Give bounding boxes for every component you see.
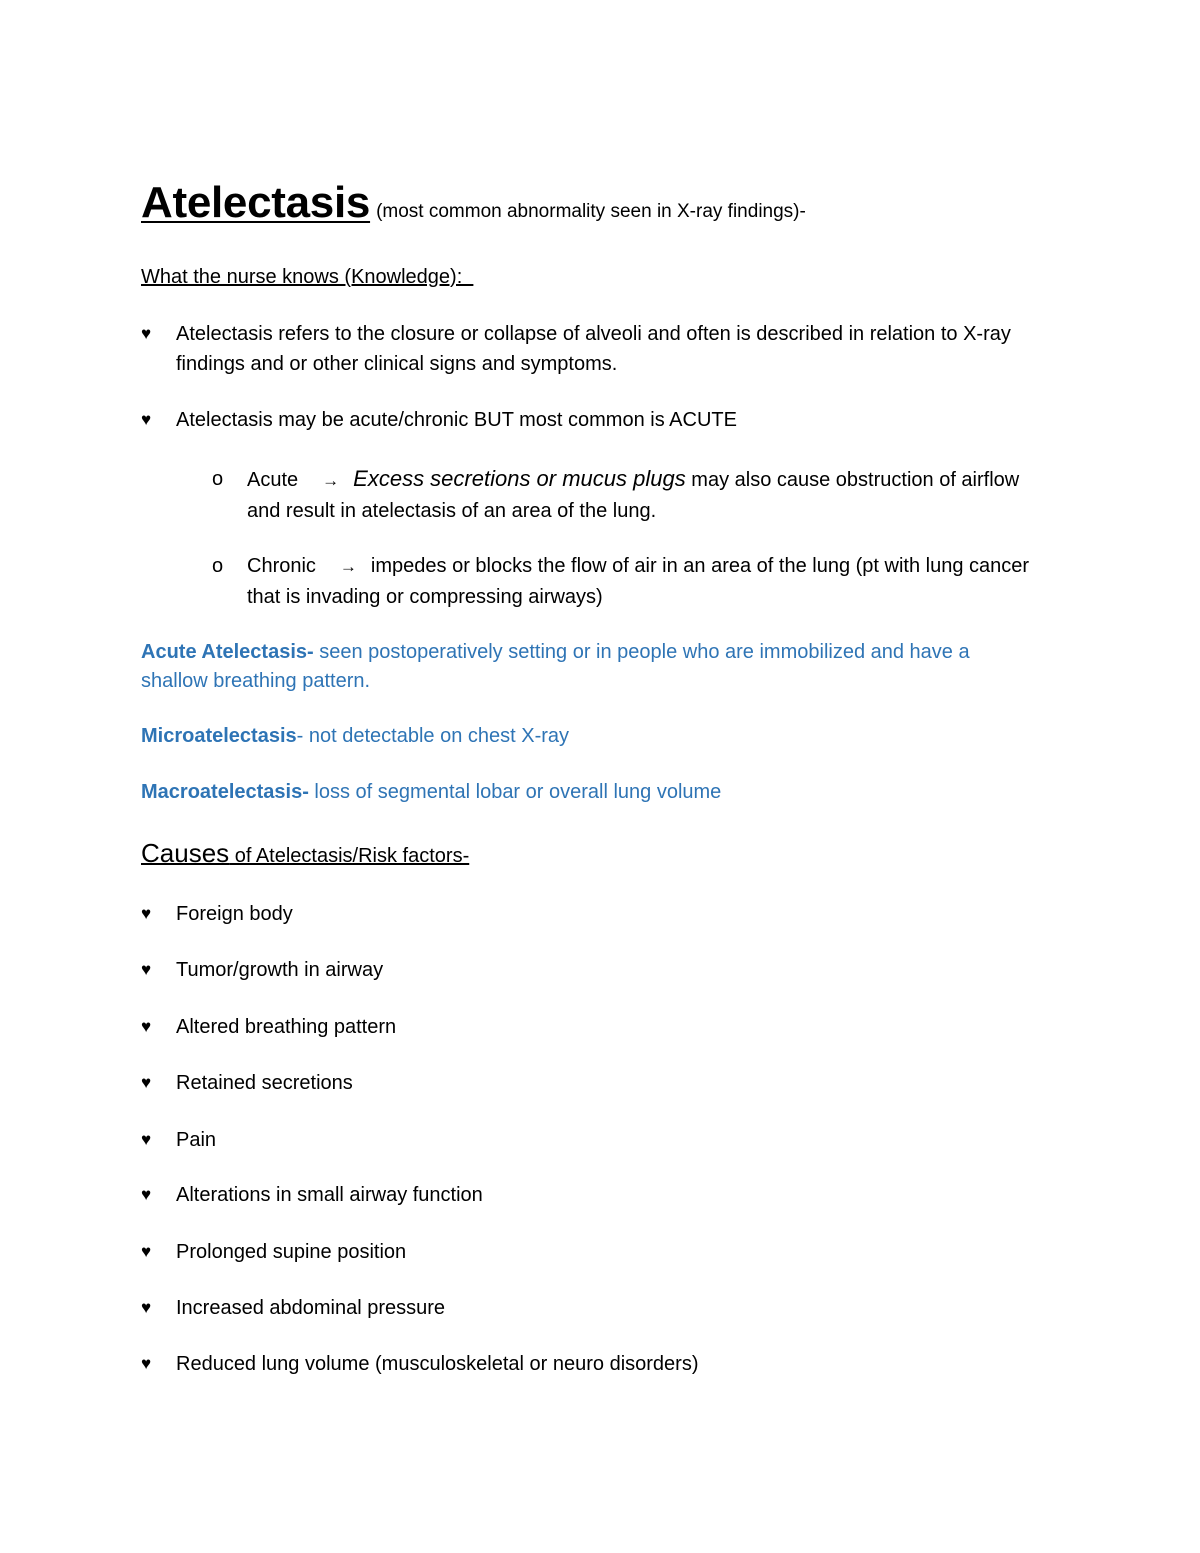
heart-bullet-icon: ♥: [141, 1242, 152, 1261]
circle-bullet-icon: o: [212, 555, 224, 577]
definition-macroatelectasis: [141, 778, 1041, 807]
heart-bullet-icon: ♥: [141, 904, 152, 923]
sub-point-emphasis: Excess secretions or mucus plugs: [353, 466, 686, 491]
cause-text: Retained secretions: [176, 1072, 353, 1094]
heart-bullet-icon: ♥: [141, 1017, 152, 1036]
definition-microatelectasis: [141, 722, 1041, 751]
cause-item: [141, 1180, 1061, 1210]
cause-text: Tumor/growth in airway: [176, 959, 384, 981]
cause-item: [141, 1293, 1061, 1323]
knowledge-point-text: Atelectasis refers to the closure or collapse of alveoli and often is described in relation to X-ray findings and or other clinical signs and symptoms.: [176, 323, 1011, 375]
sub-point-chronic: [212, 551, 1042, 612]
knowledge-heading: What the nurse knows (Knowledge):: [141, 266, 474, 288]
heart-bullet-icon: ♥: [141, 1354, 152, 1373]
definition-text: seen postoperatively setting or in people who are immobilized and have a shallow breathing pattern.: [141, 641, 970, 692]
causes-heading-rest: of Atelectasis/Risk factors-: [229, 845, 470, 867]
cause-item: [141, 955, 1061, 985]
cause-item: [141, 1349, 1061, 1379]
cause-text: Altered breathing pattern: [176, 1016, 397, 1038]
definition-text: loss of segmental lobar or overall lung volume: [308, 781, 722, 803]
causes-heading: [141, 838, 469, 869]
cause-item: [141, 1125, 1061, 1155]
cause-text: Alterations in small airway function: [176, 1184, 483, 1206]
heart-bullet-icon: ♥: [141, 1185, 152, 1204]
cause-item: [141, 1012, 1061, 1042]
heart-bullet-icon: ♥: [141, 1073, 152, 1092]
right-arrow-icon: →: [322, 471, 340, 490]
cause-text: Increased abdominal pressure: [176, 1297, 446, 1319]
title-note: (most common abnormality seen in X-ray findings)-: [376, 201, 806, 222]
definition-text: - not detectable on chest X-ray: [296, 725, 570, 747]
knowledge-point-text: Atelectasis may be acute/chronic BUT most common is ACUTE: [176, 409, 737, 431]
circle-bullet-icon: o: [212, 468, 224, 490]
page-title: Atelectasis: [141, 178, 371, 227]
title-line: [141, 178, 806, 228]
heart-bullet-icon: ♥: [141, 324, 152, 343]
definition-acute-atelectasis: [141, 638, 1041, 696]
knowledge-point: [141, 319, 1061, 379]
sub-point-label: Acute: [247, 469, 299, 491]
cause-text: Foreign body: [176, 903, 293, 925]
cause-item: [141, 899, 1061, 929]
sub-point-body: impedes or blocks the flow of air in an area of the lung (pt with lung cancer that is invading or compressing airways): [247, 555, 1030, 608]
definition-term: Acute Atelectasis-: [141, 641, 314, 663]
heart-bullet-icon: ♥: [141, 1130, 152, 1149]
heart-bullet-icon: ♥: [141, 1298, 152, 1317]
sub-point-acute: [212, 464, 1042, 526]
cause-text: Reduced lung volume (musculoskeletal or neuro disorders): [176, 1353, 699, 1375]
knowledge-point: [141, 405, 1061, 435]
cause-text: Prolonged supine position: [176, 1241, 407, 1263]
heart-bullet-icon: ♥: [141, 410, 152, 429]
right-arrow-icon: →: [339, 557, 357, 576]
definition-term: Microatelectasis: [141, 725, 297, 747]
heart-bullet-icon: ♥: [141, 960, 152, 979]
cause-text: Pain: [176, 1129, 217, 1151]
cause-item: [141, 1068, 1061, 1098]
sub-point-text: [247, 464, 1042, 526]
sub-point-body: may also cause obstruction of airflow and result in atelectasis of an area of the lung.: [247, 469, 1020, 522]
sub-point-label: Chronic: [247, 555, 316, 577]
definition-term: Macroatelectasis-: [141, 781, 309, 803]
sub-point-text: [247, 551, 1042, 612]
causes-heading-main: Causes: [141, 838, 230, 868]
cause-item: [141, 1237, 1061, 1267]
